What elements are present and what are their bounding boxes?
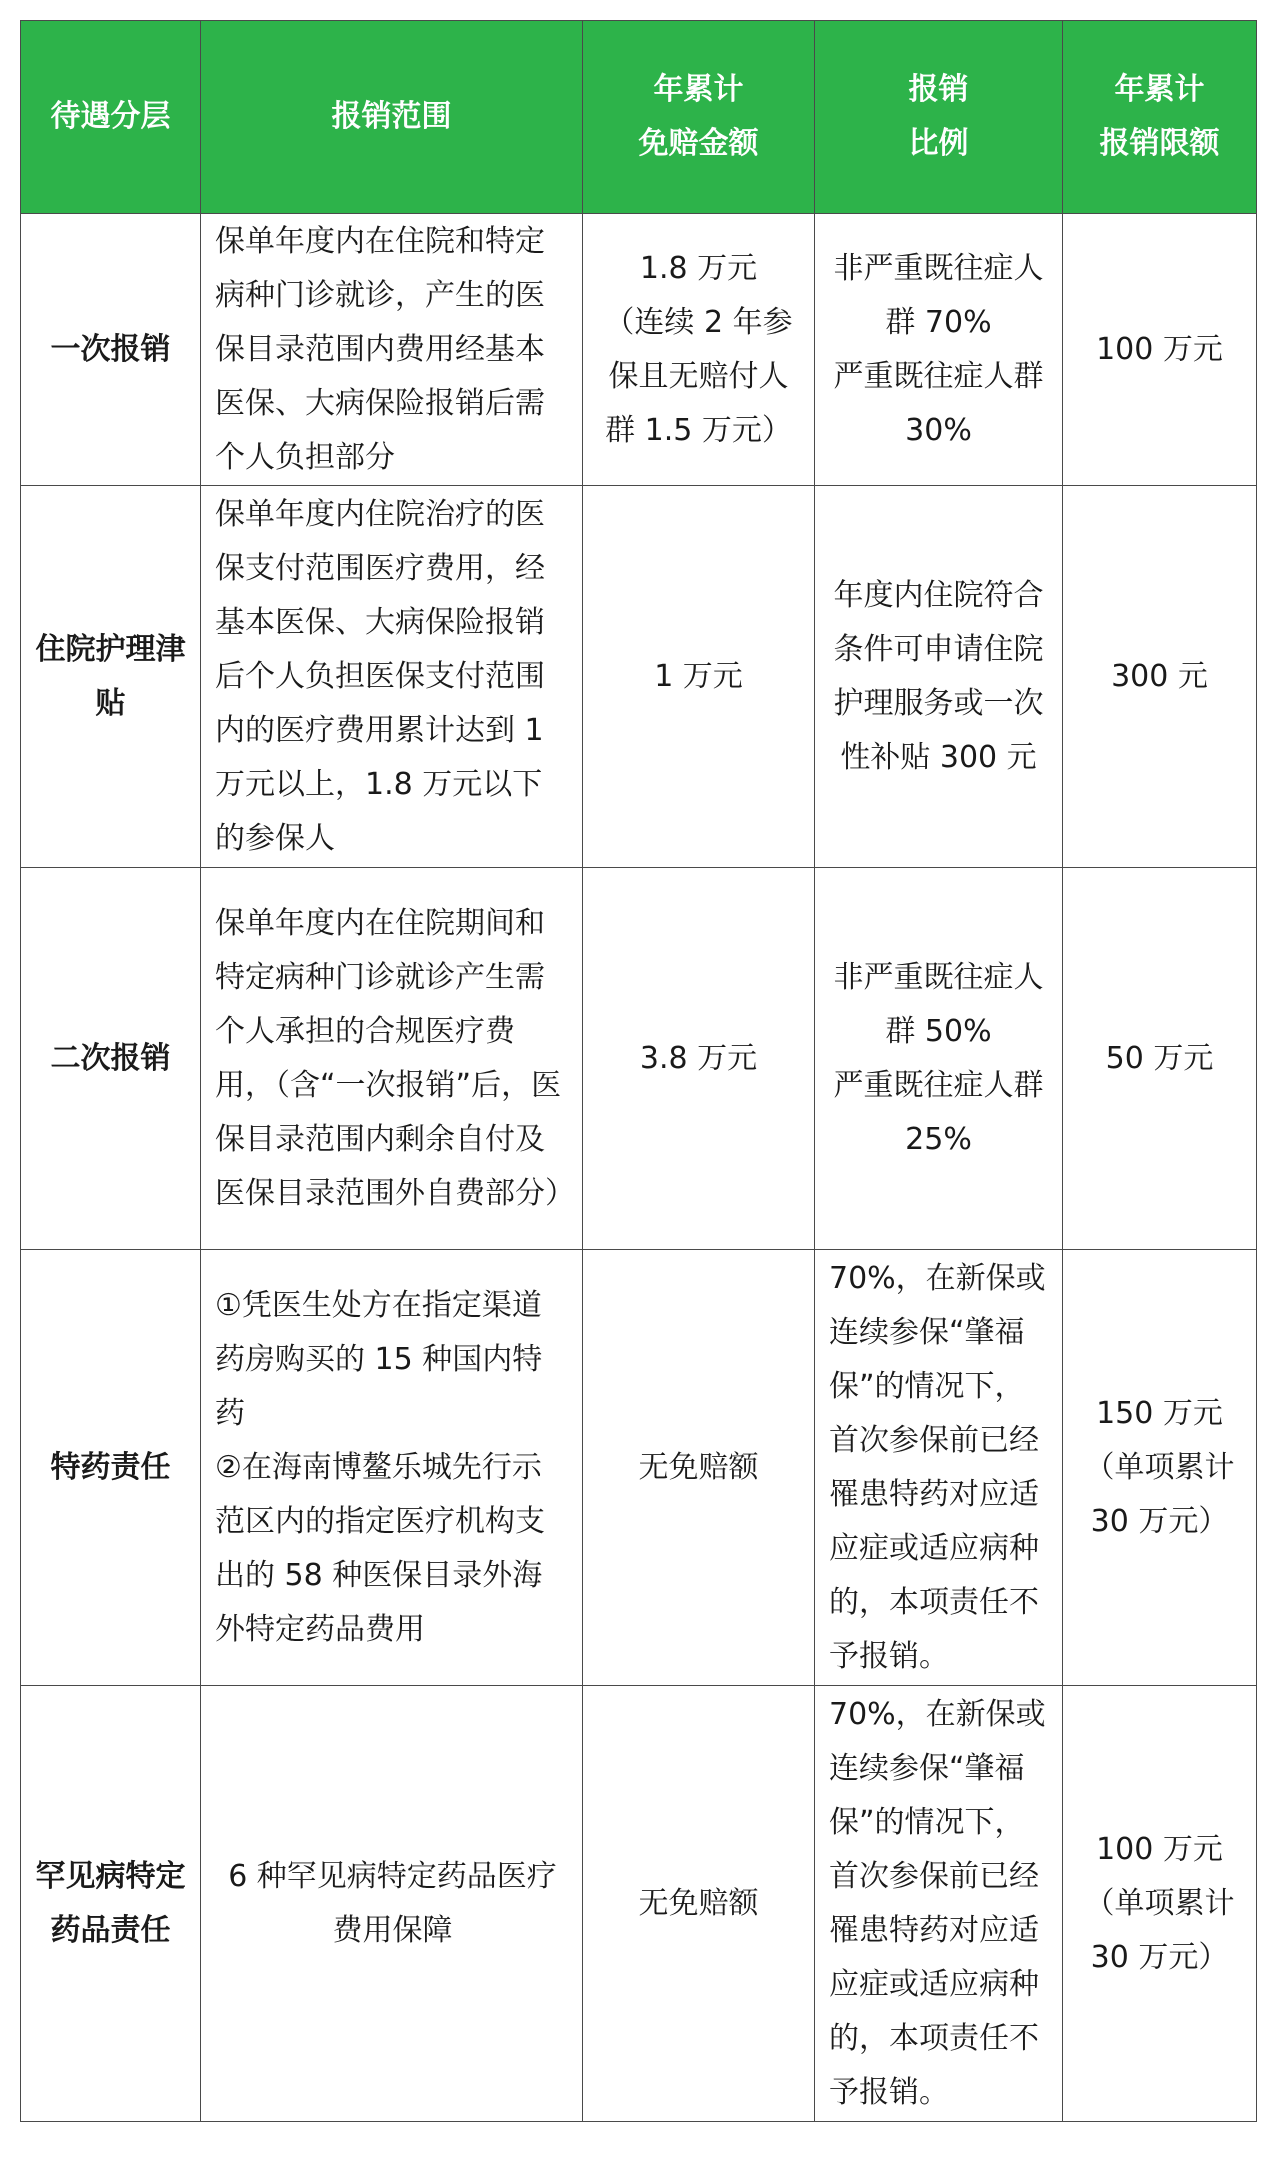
row-limit: 300 元	[1063, 486, 1257, 868]
row-limit: 150 万元 （单项累计 30 万元）	[1063, 1250, 1257, 1686]
row-deductible: 1 万元	[583, 486, 815, 868]
table-row	[21, 486, 1257, 868]
table-header-row	[21, 21, 1257, 214]
row-deductible: 3.8 万元	[583, 868, 815, 1250]
row-ratio: 70%，在新保或连续参保“肇福保”的情况下，首次参保前已经罹患特药对应适应症或适应病种的，本项责任不予报销。	[815, 1686, 1063, 2122]
row-deductible: 无免赔额	[583, 1686, 815, 2122]
row-layer: 特药责任	[21, 1250, 201, 1686]
table-row	[21, 1686, 1257, 2122]
row-scope: 6 种罕见病特定药品医疗费用保障	[201, 1686, 583, 2122]
row-limit: 100 万元	[1063, 214, 1257, 486]
row-scope: 保单年度内住院治疗的医保支付范围医疗费用，经基本医保、大病保险报销后个人负担医保支付范围内的医疗费用累计达到 1 万元以上，1.8 万元以下的参保人	[201, 486, 583, 868]
row-deductible: 1.8 万元 （连续 2 年参保且无赔付人群 1.5 万元）	[583, 214, 815, 486]
row-scope: 保单年度内在住院期间和特定病种门诊就诊产生需个人承担的合规医疗费用，（含“一次报销”后，医保目录范围内剩余自付及医保目录范围外自费部分）	[201, 868, 583, 1250]
header-scope: 报销范围	[201, 21, 583, 214]
row-limit: 100 万元 （单项累计 30 万元）	[1063, 1686, 1257, 2122]
header-layer: 待遇分层	[21, 21, 201, 214]
row-ratio: 非严重既往症人群 50% 严重既往症人群 25%	[815, 868, 1063, 1250]
header-ratio: 报销 比例	[815, 21, 1063, 214]
row-layer: 一次报销	[21, 214, 201, 486]
header-deductible: 年累计 免赔金额	[583, 21, 815, 214]
row-layer: 罕见病特定药品责任	[21, 1686, 201, 2122]
table-row	[21, 868, 1257, 1250]
row-limit: 50 万元	[1063, 868, 1257, 1250]
row-layer: 住院护理津贴	[21, 486, 201, 868]
row-layer: 二次报销	[21, 868, 201, 1250]
row-ratio: 非严重既往症人群 70% 严重既往症人群 30%	[815, 214, 1063, 486]
row-deductible: 无免赔额	[583, 1250, 815, 1686]
row-ratio: 70%，在新保或连续参保“肇福保”的情况下，首次参保前已经罹患特药对应适应症或适应病种的，本项责任不予报销。	[815, 1250, 1063, 1686]
row-scope: 保单年度内在住院和特定病种门诊就诊，产生的医保目录范围内费用经基本医保、大病保险报销后需个人负担部分	[201, 214, 583, 486]
row-ratio: 年度内住院符合条件可申请住院护理服务或一次性补贴 300 元	[815, 486, 1063, 868]
table-row	[21, 1250, 1257, 1686]
benefits-table	[20, 20, 1257, 2122]
header-limit: 年累计 报销限额	[1063, 21, 1257, 214]
table-row	[21, 214, 1257, 486]
row-scope: ①凭医生处方在指定渠道药房购买的 15 种国内特药 ②在海南博鳌乐城先行示范区内的指定医疗机构支出的 58 种医保目录外海外特定药品费用	[201, 1250, 583, 1686]
